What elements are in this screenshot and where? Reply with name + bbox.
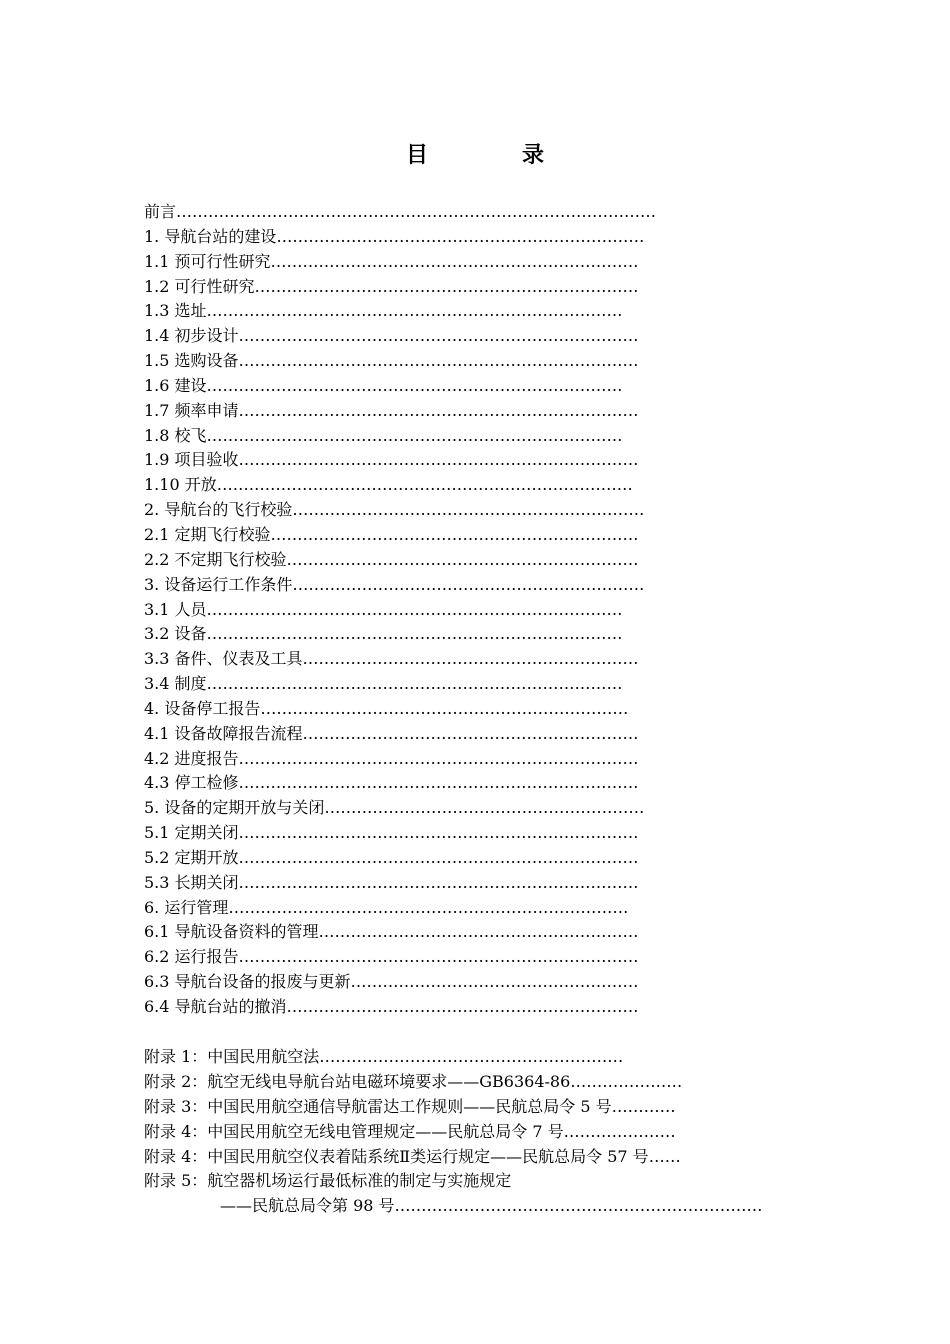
toc-entry-label: 5.1 定期关闭 [144, 823, 239, 843]
toc-entry-label: 2.1 定期飞行校验 [144, 524, 271, 544]
toc-leader-dots: ………………………………………………………………… [238, 872, 639, 892]
toc-leader-dots: …………………………………………………………………… [206, 599, 623, 619]
toc-entry-label: 1.8 校飞 [144, 425, 207, 445]
toc-entry-label: 1.2 可行性研究 [144, 276, 255, 296]
toc-leader-dots: …………………………………………………………………… [206, 375, 623, 395]
toc-entry [144, 275, 804, 300]
toc-leader-dots: ………………………………………………………………… [238, 450, 639, 470]
toc-entry [144, 796, 804, 821]
toc-entry [144, 299, 804, 324]
toc-entry-label: 4. 设备停工报告 [144, 698, 261, 718]
toc-entry-label: 3. 设备运行工作条件 [144, 574, 293, 594]
appendix-leader-dots: ………………………………………………… [319, 1047, 624, 1066]
toc-leader-dots: ………………………………………………………………… [238, 947, 639, 967]
toc-entry-label: 1.5 选购设备 [144, 351, 239, 371]
appendix-entry-label: 附录 4：中国民用航空无线电管理规定——民航总局令 7 号 [144, 1121, 564, 1141]
toc-entry-label: 前言 [144, 202, 177, 221]
toc-entry [144, 424, 804, 449]
page-title: 目 录 [405, 142, 580, 168]
toc-entry-label: 6.3 导航台设备的报废与更新 [144, 972, 351, 992]
toc-entry [144, 374, 804, 399]
toc-entry-label: 5. 设备的定期开放与关闭 [144, 798, 325, 818]
toc-entry-label: 3.3 备件、仪表及工具 [144, 649, 303, 669]
toc-entry [144, 250, 804, 275]
appendix-entry [144, 1145, 804, 1170]
toc-entry-label: 1.10 开放 [144, 475, 217, 495]
toc-entry-label: 6. 运行管理 [144, 897, 229, 917]
toc-entry [144, 473, 804, 498]
toc-leader-dots: …………………………………………………… [318, 922, 639, 942]
toc-entry [144, 598, 804, 623]
toc-entry-label: 1.7 频率申请 [144, 400, 239, 420]
toc-entry-label: 1.4 初步设计 [144, 326, 239, 346]
toc-leader-dots: ………………………………………………………………… [238, 823, 639, 843]
toc-entry [144, 995, 804, 1020]
toc-entry-label: 6.1 导航设备资料的管理 [144, 922, 319, 942]
toc-entry [144, 672, 804, 697]
toc-entry [144, 200, 804, 225]
toc-entry [144, 747, 804, 772]
toc-leader-dots: ………………………………………………………… [292, 574, 645, 594]
toc-entry [144, 846, 804, 871]
toc-entry [144, 647, 804, 672]
appendix-leader-dots: ………………… [570, 1071, 683, 1091]
toc-entry [144, 697, 804, 722]
toc-entry-label: 5.3 长期关闭 [144, 872, 239, 892]
toc-leader-dots: ………………………………………………………… [292, 500, 645, 520]
toc-leader-dots: …………………………………………………………… [270, 524, 639, 544]
toc-entry-label: 1. 导航台站的建设 [144, 226, 277, 246]
appendix-entry [144, 1120, 804, 1145]
appendix-entry-label: 附录 1：中国民用航空法 [144, 1047, 320, 1066]
appendix-entry-label: ——民航总局令第 98 号 [220, 1196, 395, 1216]
toc-entry [144, 970, 804, 995]
toc-leader-dots: …………………………………………………… [324, 798, 645, 818]
table-of-contents [144, 200, 804, 1020]
toc-entry [144, 448, 804, 473]
toc-entry [144, 896, 804, 921]
toc-leader-dots: ………………………………………………………………… [238, 351, 639, 371]
toc-leader-dots: ………………………………………………………………… [238, 748, 639, 768]
toc-entry-label: 3.1 人员 [144, 599, 207, 619]
toc-leader-dots: ………………………………………………………………… [228, 897, 629, 917]
toc-leader-dots: …………………………………………………………… [276, 226, 645, 246]
toc-entry [144, 498, 804, 523]
appendix-entry-label: 附录 2：航空无线电导航台站电磁环境要求——GB6364-86 [144, 1071, 571, 1091]
toc-entry [144, 871, 804, 896]
toc-entry [144, 548, 804, 573]
toc-entry [144, 399, 804, 424]
appendix-entry-label: 附录 5：航空器机场运行最低标准的制定与实施规定 [144, 1171, 512, 1191]
appendix-leader-dots: …………………………………………………………… [394, 1196, 763, 1216]
toc-entry [144, 722, 804, 747]
toc-leader-dots: ………………………………………………………………… [238, 326, 639, 346]
toc-entry-label: 1.9 项目验收 [144, 450, 239, 470]
toc-entry-label: 4.3 停工检修 [144, 773, 239, 793]
toc-leader-dots: ……………………………………………………………… [254, 276, 639, 296]
toc-leader-dots: ……………………………………………………………………………… [176, 202, 657, 221]
toc-leader-dots: ………………………………………………………………… [238, 847, 639, 867]
toc-leader-dots: …………………………………………………………………… [206, 425, 623, 445]
appendix-entry [144, 1045, 804, 1070]
appendix-leader-dots: ………………… [563, 1121, 676, 1141]
toc-entry-label: 1.6 建设 [144, 375, 207, 395]
toc-entry-label: 1.3 选址 [144, 301, 207, 321]
toc-leader-dots: ………………………………………………………………… [238, 773, 639, 793]
appendix-entry [144, 1194, 804, 1219]
toc-leader-dots: …………………………………………………………………… [206, 301, 623, 321]
appendix-entry [144, 1169, 804, 1194]
toc-entry [144, 945, 804, 970]
toc-entry [144, 573, 804, 598]
toc-entry-label: 2.2 不定期飞行校验 [144, 549, 287, 569]
toc-leader-dots: …………………………………………………………… [260, 698, 629, 718]
appendix-entry-label: 附录 4：中国民用航空仪表着陆系统Ⅱ类运行规定——民航总局令 57 号 [144, 1146, 649, 1166]
toc-entry [144, 324, 804, 349]
appendix-entry [144, 1070, 804, 1095]
toc-leader-dots: ……………………………………………………… [302, 723, 639, 743]
toc-entry-label: 6.2 运行报告 [144, 947, 239, 967]
toc-entry-label: 3.2 设备 [144, 624, 207, 644]
toc-entry [144, 225, 804, 250]
toc-leader-dots: …………………………………………………………… [270, 251, 639, 271]
toc-leader-dots: ………………………………………………………… [286, 997, 639, 1016]
toc-leader-dots: ………………………………………………………… [286, 549, 639, 569]
appendix-entry-label: 附录 3：中国民用航空通信导航雷达工作规则——民航总局令 5 号 [144, 1096, 612, 1116]
toc-leader-dots: …………………………………………………………………… [206, 674, 623, 694]
toc-leader-dots: …………………………………………………………………… [206, 624, 623, 644]
toc-entry [144, 771, 804, 796]
appendix-list [144, 1045, 804, 1219]
toc-entry [144, 821, 804, 846]
toc-entry [144, 349, 804, 374]
toc-entry-label: 3.4 制度 [144, 674, 207, 694]
toc-entry [144, 622, 804, 647]
toc-entry-label: 6.4 导航台站的撤消 [144, 997, 287, 1016]
toc-entry [144, 920, 804, 945]
toc-entry-label: 1.1 预可行性研究 [144, 251, 271, 271]
appendix-leader-dots: ………… [611, 1096, 676, 1116]
toc-leader-dots: ………………………………………………………………… [238, 400, 639, 420]
appendix-leader-dots: …… [648, 1146, 681, 1166]
toc-leader-dots: …………………………………………………………………… [216, 475, 633, 495]
toc-entry-label: 5.2 定期开放 [144, 847, 239, 867]
toc-leader-dots: ……………………………………………………… [302, 649, 639, 669]
toc-entry-label: 4.1 设备故障报告流程 [144, 723, 303, 743]
toc-leader-dots: ……………………………………………… [350, 972, 639, 992]
appendix-entry [144, 1095, 804, 1120]
toc-entry [144, 523, 804, 548]
toc-entry-label: 4.2 进度报告 [144, 748, 239, 768]
toc-entry-label: 2. 导航台的飞行校验 [144, 500, 293, 520]
